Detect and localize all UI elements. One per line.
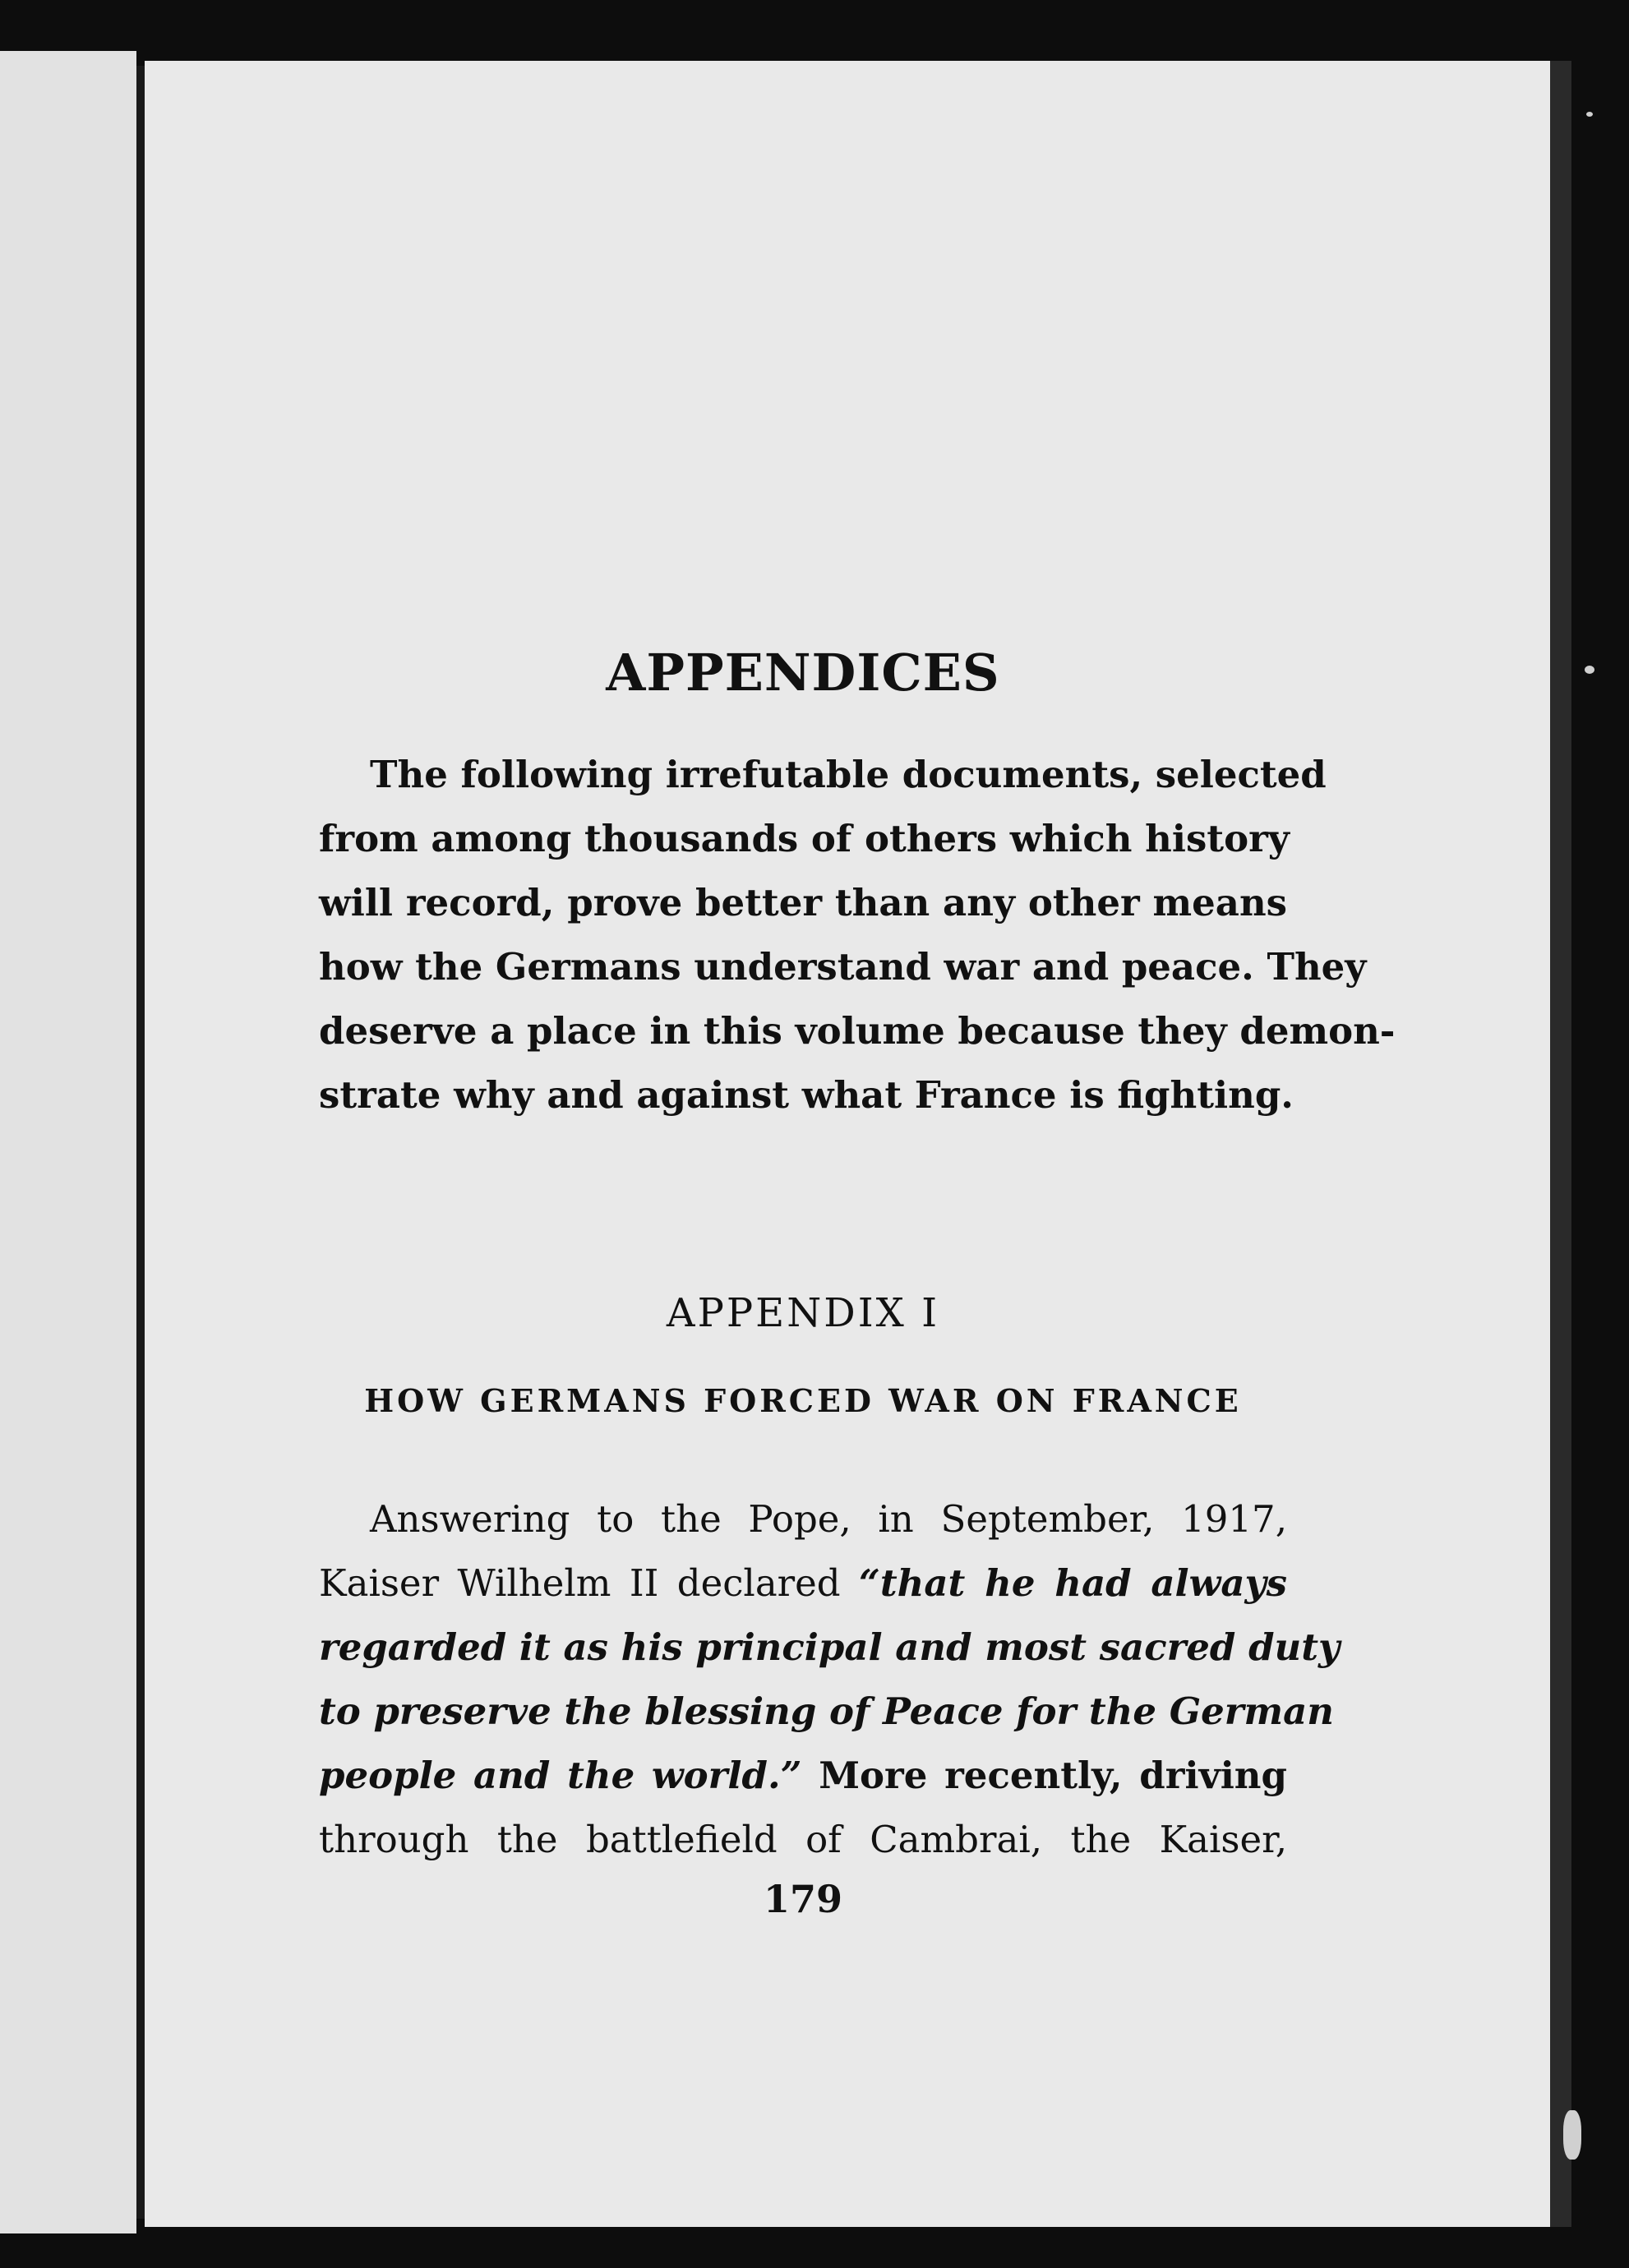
scan-speck: [1563, 2110, 1581, 2160]
appendix-heading: APPENDIX I: [666, 1290, 940, 1336]
book-gutter: [136, 66, 145, 2219]
intro-line: The following irrefutable documents, selected: [370, 753, 1327, 796]
facing-page-edge: [0, 51, 136, 2233]
book-page: [145, 61, 1550, 2227]
intro-line: deserve a place in this volume because they demon-: [319, 1009, 1396, 1053]
scan-speck: [1585, 666, 1594, 674]
page-title: APPENDICES: [606, 643, 1000, 703]
kaiser-quote: regarded it as his principal and most sacred duty: [319, 1625, 1341, 1669]
body-line: [319, 1744, 1287, 1808]
appendix-subtitle: HOW GERMANS FORCED WAR ON FRANCE: [364, 1382, 1242, 1419]
kaiser-quote: people and the world.”: [319, 1754, 802, 1797]
intro-line: will record, prove better than any other means: [319, 881, 1287, 924]
body-text: More recently, driving: [801, 1754, 1287, 1797]
body-text: Kaiser Wilhelm II declared: [319, 1561, 860, 1605]
body-paragraph: [319, 1487, 1341, 1872]
page-number: 179: [763, 1877, 843, 1921]
page-edge-right: [1550, 61, 1571, 2227]
intro-line: from among thousands of others which history: [319, 817, 1290, 860]
kaiser-quote: to preserve the blessing of Peace for the German: [319, 1689, 1334, 1733]
intro-line: strate why and against what France is fighting.: [319, 1073, 1294, 1117]
body-line: [319, 1551, 1287, 1616]
intro-paragraph: [319, 743, 1396, 1127]
scan-speck: [1586, 112, 1593, 117]
kaiser-quote: “that he had always: [859, 1561, 1287, 1605]
body-line: through the battlefield of Cambrai, the Kaiser,: [319, 1818, 1287, 1861]
intro-line: how the Germans understand war and peace. They: [319, 945, 1367, 989]
body-line: Answering to the Pope, in September, 1917,: [370, 1497, 1287, 1541]
